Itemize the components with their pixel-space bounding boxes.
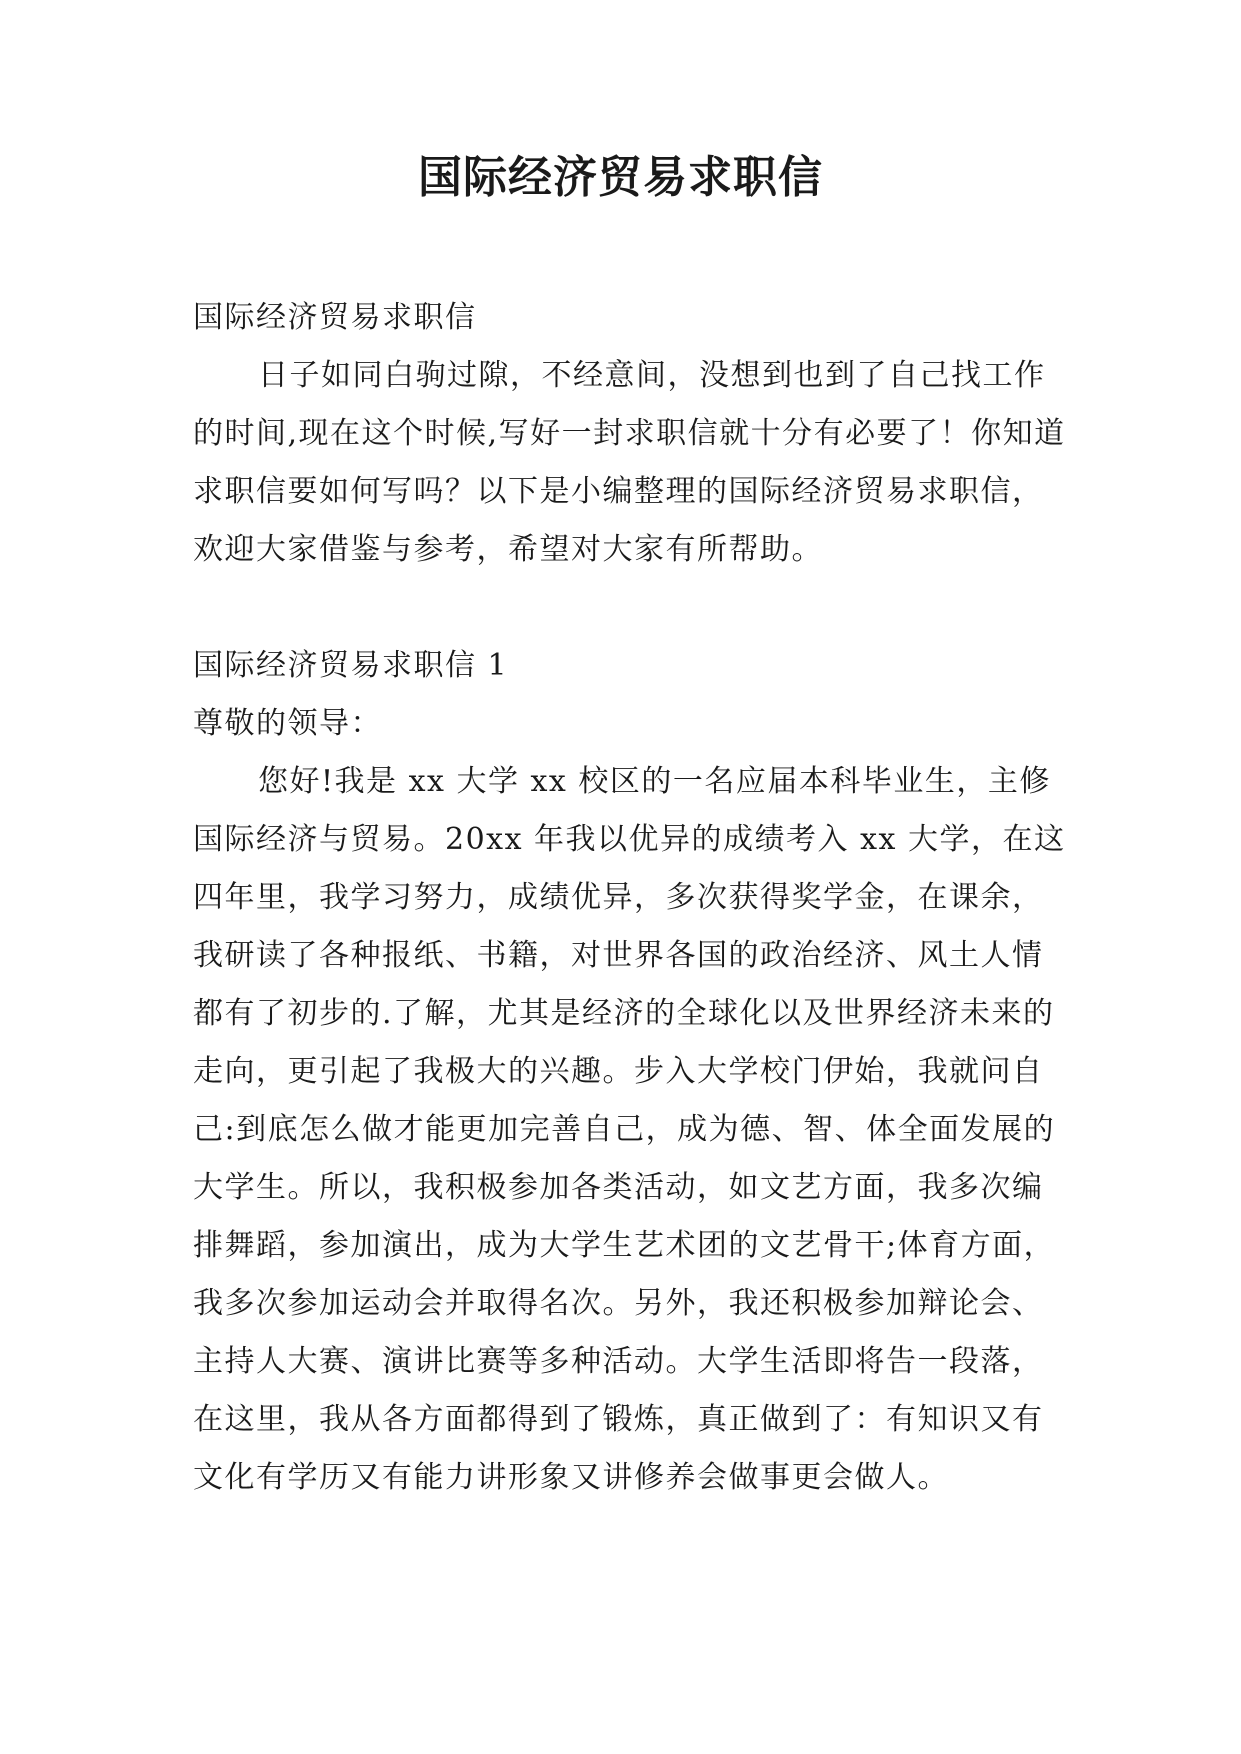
letter-body-paragraph: 您好!我是 xx 大学 xx 校区的一名应届本科毕业生，主修国际经济与贸易。20xx 年我以优异的成绩考入 xx 大学，在这四年里，我学习努力，成绩优异，多次获得奖学金，在课余，我研读了各种报纸、书籍，对世界各国的政治经济、风土人情都有了初步的.了解，尤其是经济的全球化以及世界经济未来的走向，更引起了我极大的兴趣。步入大学校门伊始，我就问自己:到底怎么做才能更加完善自己，成为德、智、体全面发展的大学生。所以，我积极参加各类活动，如文艺方面，我多次编排舞蹈，参加演出，成为大学生艺术团的文艺骨干;体育方面，我多次参加运动会并取得名次。另外，我还积极参加辩论会、主持人大赛、演讲比赛等多种活动。大学生活即将告一段落，在这里，我从各方面都得到了锻炼，真正做到了：有知识又有文化有学历又有能力讲形象又讲修养会做事更会做人。: [193, 764, 1066, 1495]
salutation: 尊敬的领导：: [193, 706, 382, 741]
section-heading: 国际经济贸易求职信 1: [193, 648, 509, 683]
intro-paragraph: 日子如同白驹过隙，不经意间，没想到也到了自己找工作的时间,现在这个时候,写好一封求职信就十分有必要了！你知道求职信要如何写吗？以下是小编整理的国际经济贸易求职信，欢迎大家借鉴与参考，希望对大家有所帮助。: [193, 358, 1066, 567]
page-title: 国际经济贸易求职信: [418, 152, 823, 203]
subtitle: 国际经济贸易求职信: [193, 300, 477, 335]
document-body: [193, 289, 1073, 1507]
paragraph-spacer: [193, 579, 1073, 637]
